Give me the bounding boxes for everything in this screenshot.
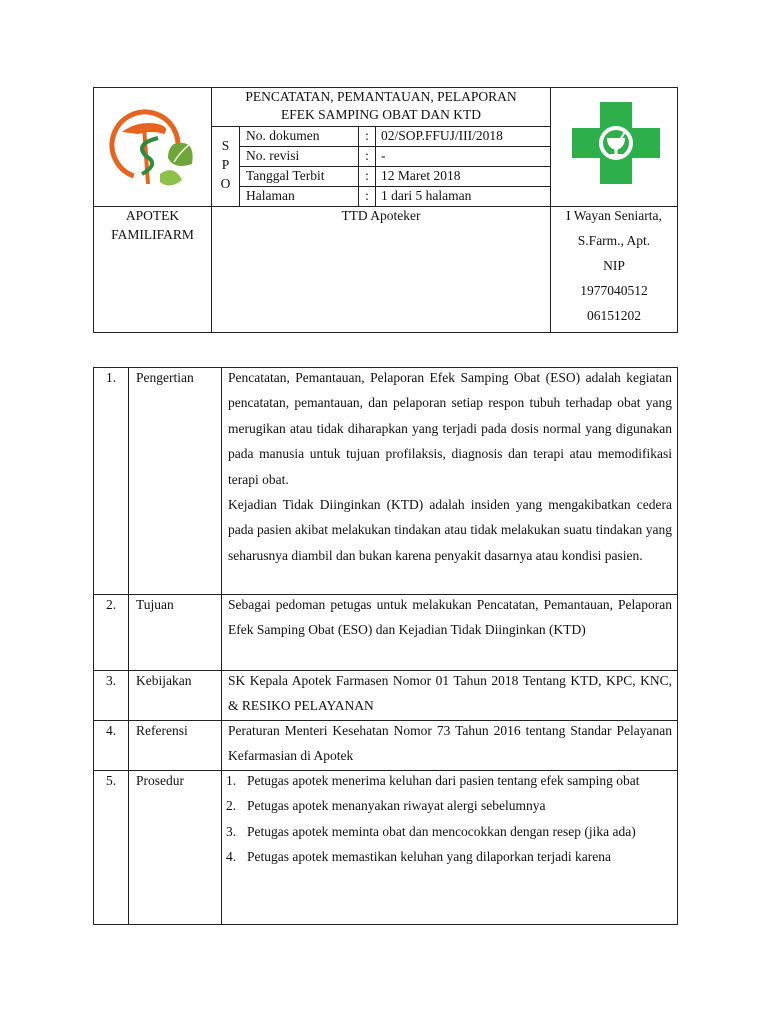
doc-number-label: No. dokumen [246,128,320,143]
row-title: Referensi [136,723,188,738]
nip-label: NIP [603,258,625,273]
procedure-step: 4. Petugas apotek memastikan keluhan yang dilaporkan terjadi karena [226,849,611,865]
revision-label: No. revisi [246,148,300,163]
nip-number: 06151202 [587,308,641,323]
pharmacy-name: APOTEK [125,208,180,223]
row-number: 3. [105,673,117,688]
procedure-step: 3. Petugas apotek meminta obat dan mencocokkan dengan resep (jika ada) [226,823,636,839]
issue-date-label: Tanggal Terbit [246,168,325,183]
nip-number: 1977040512 [580,283,648,298]
pharmacist-name: I Wayan Seniarta, [566,208,662,223]
separator: : [365,148,369,163]
revision-value: - [381,148,386,163]
row-title: Kebijakan [136,673,192,688]
spo-letter: O [220,176,231,191]
purpose-paragraph: Sebagai pedoman petugas untuk melakukan Pencatatan, Pemantauan, Pelaporan Efek Samping Obat (ESO) dan Kejadian Tidak Diinginkan (KTD) [228,597,672,638]
row-number: 5. [105,773,117,788]
definition-text [228,365,672,568]
pharmacist-title: S.Farm., Apt. [577,233,651,248]
definition-paragraph: Pencatatan, Pemantauan, Pelaporan Efek Samping Obat (ESO) adalah kegiatan pencatatan, pemantauan, dan pelaporan setiap respon tubuh terhadap obat yang merugikan atau tidak diharapkan yang terjadi pada dosis normal yang digunakan pada manusia untuk tujuan profilaksis, diagnosis dan terapi atau memodifikasi terapi obat. [228,370,672,487]
policy-text [228,668,672,719]
reference-paragraph: Peraturan Menteri Kesehatan Nomor 73 Tahun 2016 tentang Standar Pelayanan Kefarmasian di Apotek [228,723,672,764]
medical-cross-logo-icon [572,102,660,184]
document-subtitle: EFEK SAMPING OBAT DAN KTD [280,107,481,122]
procedure-list [226,768,672,870]
procedure-step: 2. Petugas apotek menanyakan riwayat alergi sebelumnya [226,798,546,814]
procedure-step: 1. Petugas apotek menerima keluhan dari pasien tentang efek samping obat [226,773,640,788]
policy-paragraph: SK Kepala Apotek Farmasen Nomor 01 Tahun 2018 Tentang KTD, KPC, KNC, & RESIKO PELAYANAN [228,673,672,714]
pharmacy-logo-icon [104,104,200,192]
page-label: Halaman [246,188,295,203]
row-title: Pengertian [136,370,194,385]
doc-number-value: 02/SOP.FFUJ/III/2018 [381,128,503,143]
separator: : [365,128,369,143]
pharmacy-name: FAMILIFARM [111,227,194,242]
issue-date-value: 12 Maret 2018 [381,168,461,183]
document-title: PENCATATAN, PEMANTAUAN, PELAPORAN [245,89,517,104]
purpose-text [228,592,672,643]
separator: : [365,188,369,203]
spo-letter: S [221,138,230,153]
spo-letter: P [221,157,230,172]
signature-label: TTD Apoteker [341,208,421,223]
row-number: 1. [105,370,117,385]
row-title: Prosedur [136,773,184,788]
separator: : [365,168,369,183]
definition-paragraph: Kejadian Tidak Diinginkan (KTD) adalah insiden yang mengakibatkan cedera pada pasien akibat melakukan tindakan atau tidak melakukan suatu tindakan yang seharusnya diambil dan bukan karena penyakit dasarnya atau kondisi pasien. [228,497,672,563]
row-number: 4. [105,723,117,738]
row-title: Tujuan [136,597,174,612]
page-value: 1 dari 5 halaman [381,188,472,203]
reference-text [228,718,672,769]
row-number: 2. [105,597,117,612]
